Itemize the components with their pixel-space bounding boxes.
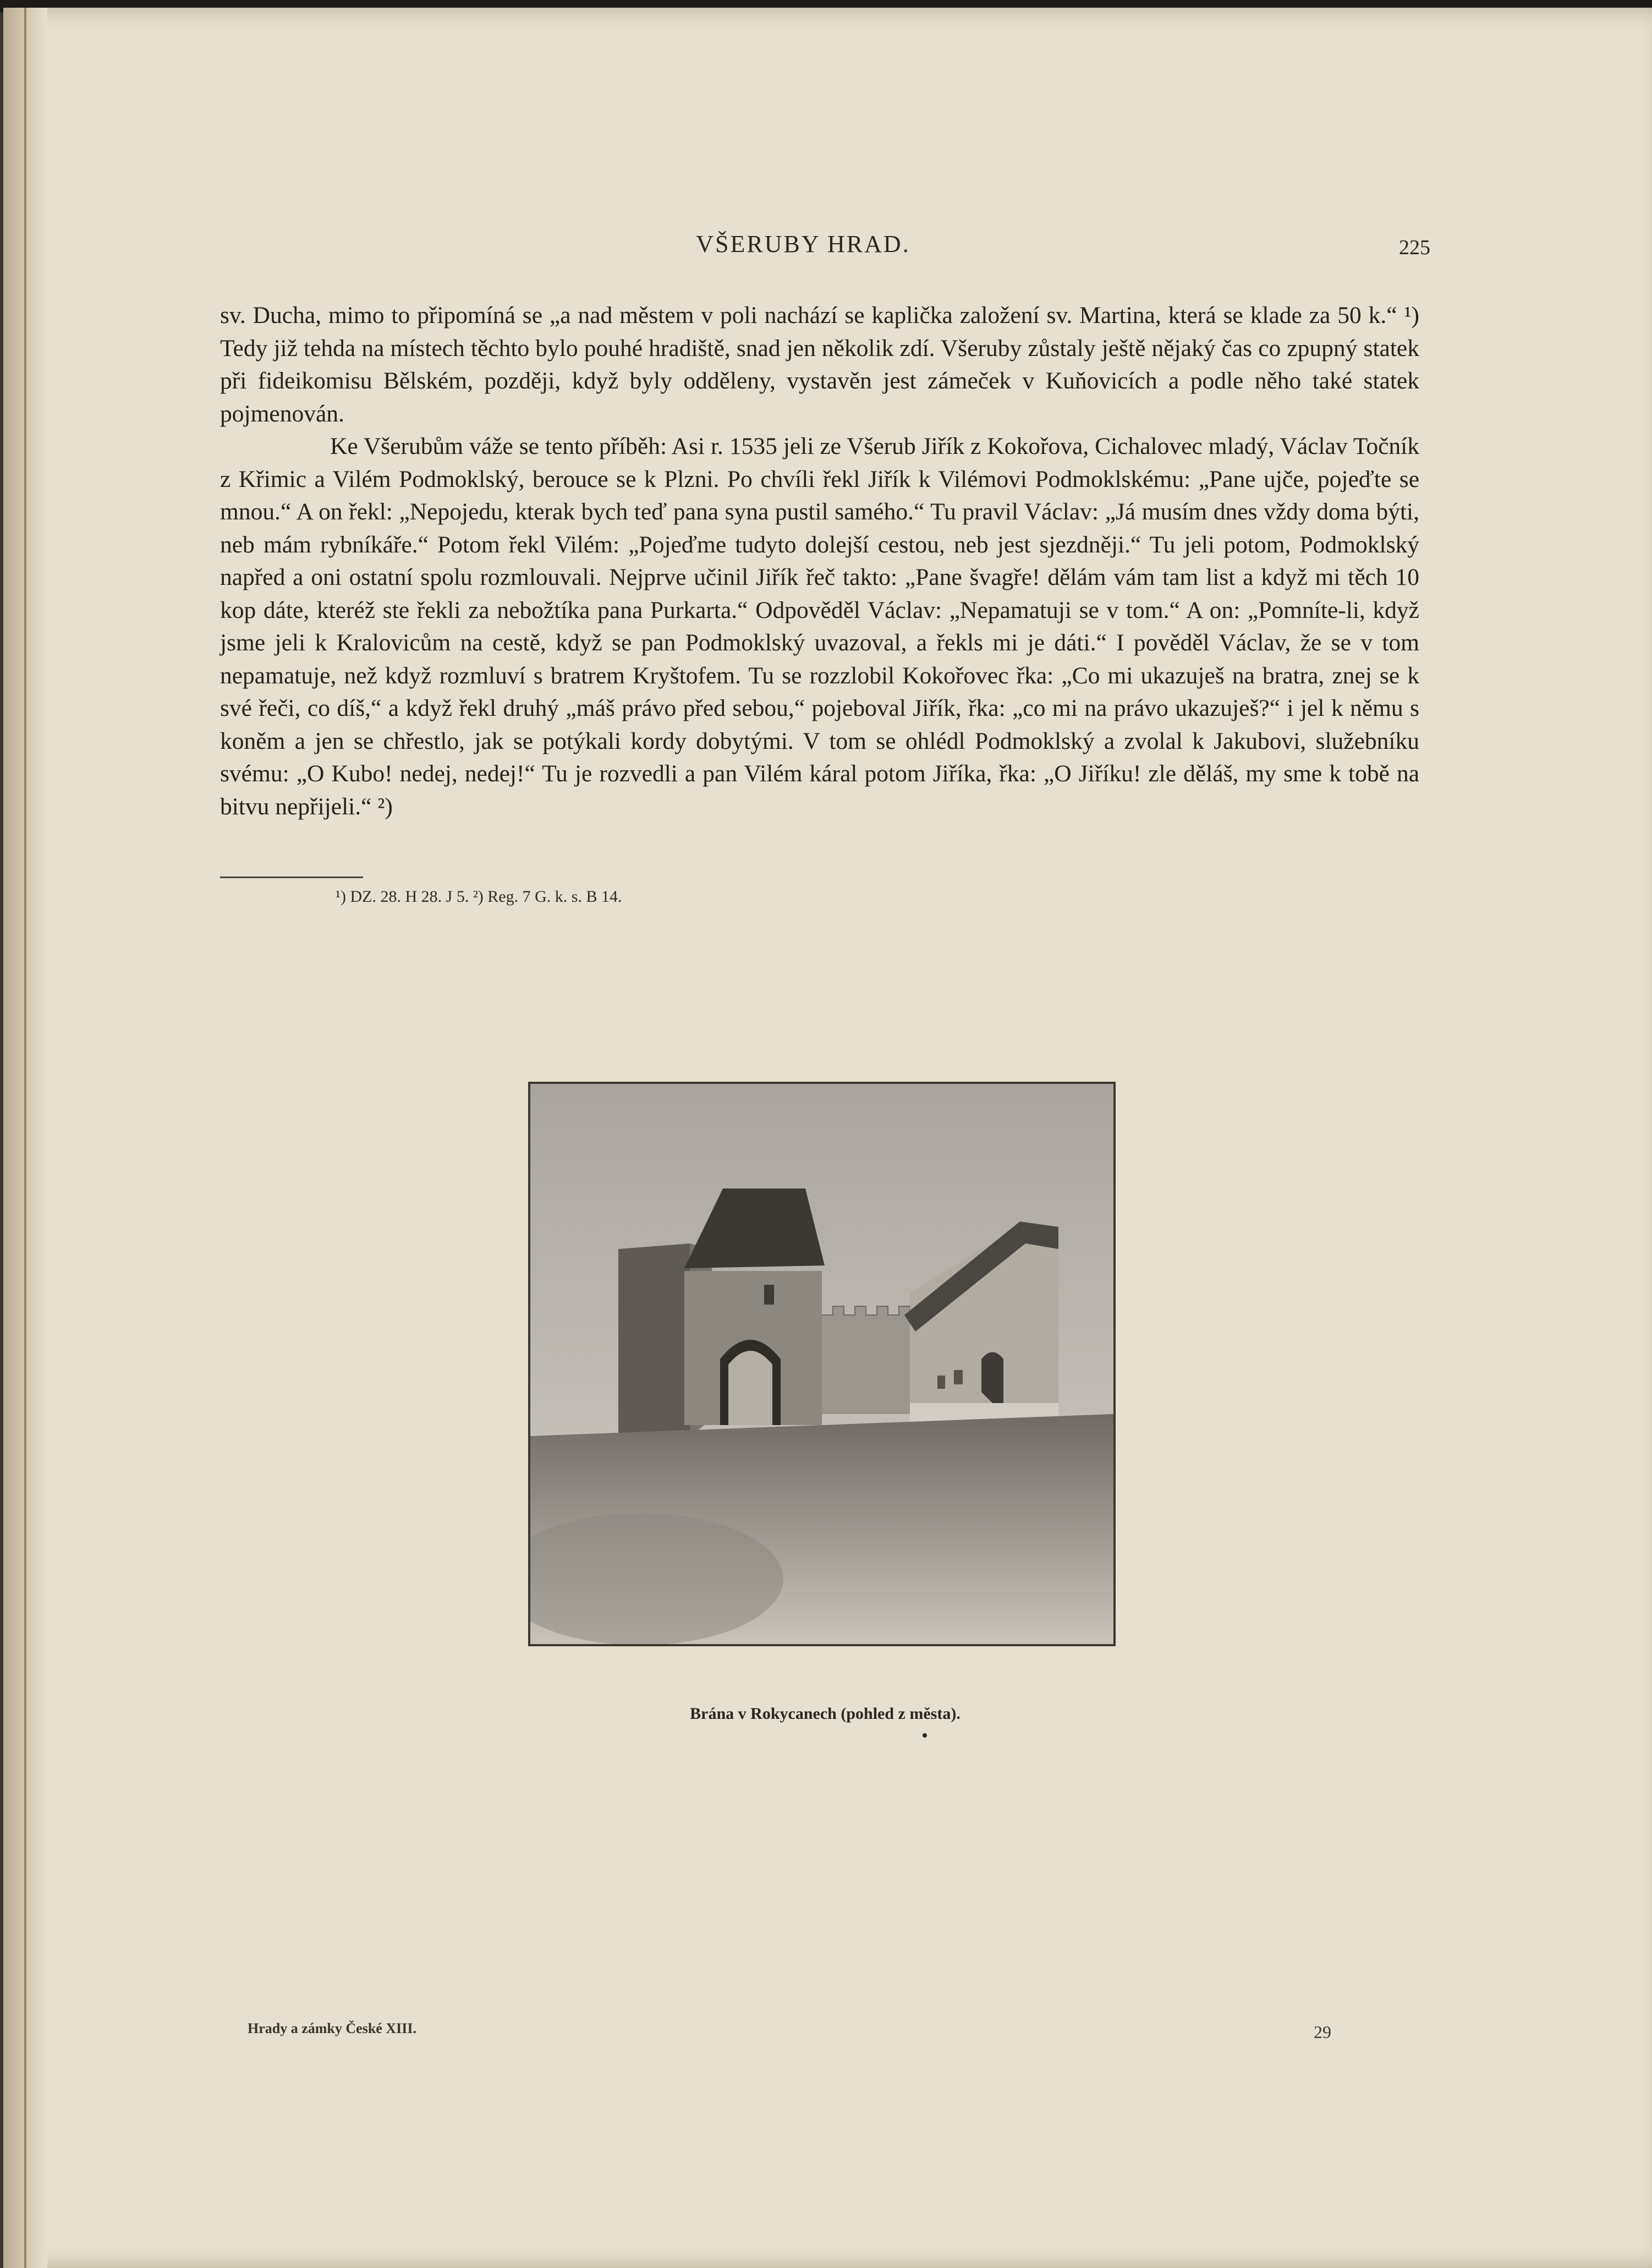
page-binding-line — [24, 8, 26, 2268]
illustration-gate-rokycany — [528, 1082, 1116, 1646]
house-window — [954, 1370, 963, 1384]
sheet-number: 29 — [1314, 2022, 1331, 2042]
gate-opening — [728, 1351, 772, 1425]
crenellated-wall — [822, 1315, 921, 1414]
figure-caption: Brána v Rokycanech (pohled z města). — [690, 1705, 961, 1723]
footnote-divider — [220, 876, 363, 878]
sheet-signature: Hrady a zámky České XIII. — [248, 2020, 416, 2036]
body-text — [220, 299, 1419, 823]
left-wall — [618, 1243, 690, 1447]
caption-mark — [923, 1733, 927, 1738]
paragraph: sv. Ducha, mimo to připomíná se „a nad městem v poli nachází se kaplička založení sv. Martina, která se klade za 50 k.“ ¹) Tedy již tehda na místech těchto bylo pouhé hradiště, snad jen několik zdí. Všeruby zůstaly ještě nějaký čas co zpupný statek při fideikomisu Bělském, později, když byly odděleny, vystavěn jest zámeček v Kuňovicích a podle něho také statek pojmenován. — [220, 302, 1419, 427]
tower-window — [764, 1285, 774, 1305]
illustration-drawing — [530, 1084, 1113, 1644]
house-window — [937, 1376, 945, 1389]
footnotes: ¹) DZ. 28. H 28. J 5. ²) Reg. 7 G. k. s. B 14. — [336, 888, 622, 906]
running-head: VŠERUBY HRAD. — [696, 231, 910, 258]
paragraph: Ke Všerubům váže se tento příběh: Asi r. 1535 jeli ze Všerub Jiřík z Kokořova, Cichalovec mladý, Václav Točník z Křimic a Vilém Podmoklský, berouce se k Plzni. Po chvíli řekl Jiřík k Vilémovi Podmoklskému: „Pane ujče, pojeďte se mnou.“ A on řekl: „Nepojedu, kterak bych teď pana syna pustil samého.“ Tu pravil Václav: „Já musím dnes vždy doma býti, neb mám rybníkáře.“ Potom řekl Vilém: „Pojeďme tudyto dolejší cestou, neb jest sjezdněji.“ Tu jeli potom, Podmoklský napřed a oni ostatní spolu rozmlouvali. Nejprve učinil Jiřík řeč takto: „Pane švagře! dělám vám tam list a když mi těch 10 kop dáte, kteréž ste řekli za nebožtíka pana Purkarta.“ Odpověděl Václav: „Nepamatuji se v tom.“ A on: „Pomníte-li, když jsme jeli k Kralovicům na cestě, když se pan Podmoklský uvazoval, a řekls mi je dáti.“ I pověděl Václav, že se v tom nepamatuje, než když rozmluví s bratrem Kryštofem. Tu se rozzlobil Kokořovec řka: „Co mi ukazuješ na bratra, znej se k své řeči, co díš,“ a když řekl druhý „máš právo před sebou,“ pojeboval Jiřík, řka: „co mi na právo ukazuješ?“ i jel k němu s koněm a jen se chřestlo, jak se potýkali kordy dobytými. V tom se ohlédl Podmoklský a zvolal k Jakubovi, služebníku svému: „O Kubo! nedej, nedej!“ Tu je rozvedli a pan Vilém káral potom Jiříka, řka: „O Jiříku! zle děláš, my sme k tobě na bitvu nepřijeli.“ ²) — [220, 433, 1419, 820]
page-number: 225 — [1399, 236, 1430, 259]
